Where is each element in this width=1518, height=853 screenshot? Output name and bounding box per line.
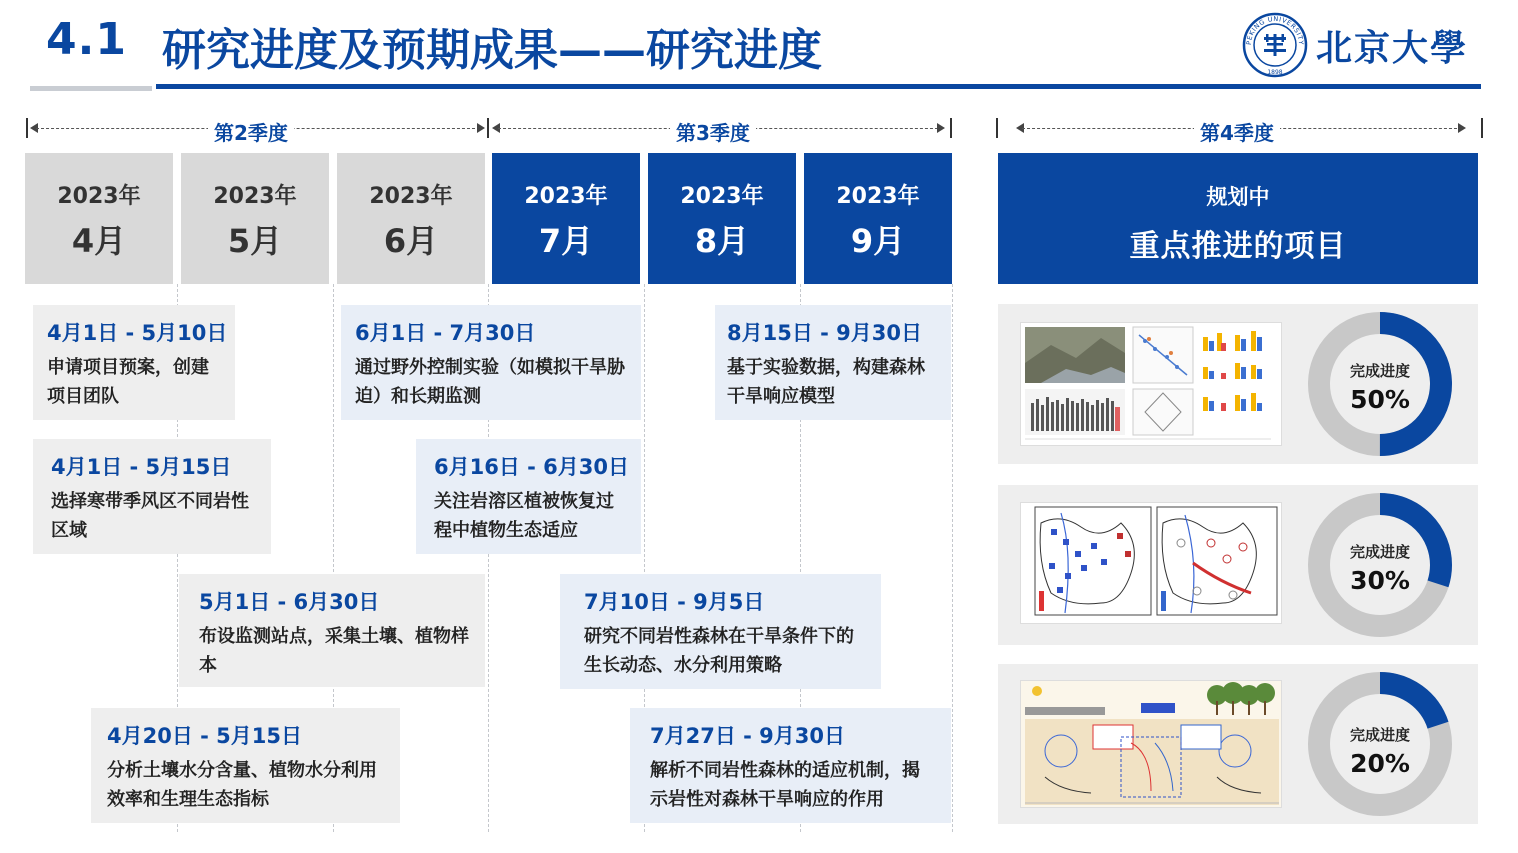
logo-text: 北京大學 (1316, 26, 1469, 69)
header-rule-blue (156, 84, 1481, 89)
quarter-4-label: 第4季度 (1194, 117, 1280, 146)
month-year: 2023年 (836, 184, 920, 209)
task-description: 布设监测站点，采集土壤、植物样本 (199, 626, 469, 676)
task-description: 分析土壤水分含量、植物水分利用效率和生理生态指标 (107, 760, 377, 810)
task-card (91, 708, 400, 823)
progress-label-1 (1308, 360, 1452, 414)
month-july (492, 153, 640, 284)
section-number: 4.1 (46, 14, 127, 65)
progress-panel-1 (998, 304, 1478, 464)
task-description: 关注岩溶区植被恢复过程中植物生态适应 (434, 491, 614, 541)
research-map-figure (1020, 502, 1282, 624)
task-card (341, 305, 641, 420)
quarter-2-label: 第2季度 (208, 117, 294, 146)
progress-percent: 50% (1350, 385, 1410, 414)
task-description: 解析不同岩性森林的适应机制，揭示岩性对森林干旱响应的作用 (650, 760, 920, 810)
column-guide (952, 284, 953, 832)
task-date: 5月1日 - 6月30日 (199, 590, 380, 614)
task-description: 申请项目预案，创建项目团队 (47, 357, 209, 407)
seal-text: PEKING UNIVERSITY (1244, 14, 1306, 46)
month-year: 2023年 (213, 184, 297, 209)
progress-panel-3 (998, 664, 1478, 824)
planned-header (998, 153, 1478, 284)
task-description: 研究不同岩性森林在干旱条件下的生长动态、水分利用策略 (584, 626, 854, 676)
task-card (630, 708, 951, 823)
research-figure (1020, 322, 1282, 446)
quarter-4-indicator (996, 117, 1484, 145)
university-seal-icon (1242, 12, 1308, 78)
task-card (33, 439, 271, 554)
planned-title: 重点推进的项目 (1129, 229, 1347, 264)
task-description: 选择寒带季风区不同岩性区域 (51, 491, 249, 541)
university-logo (1242, 12, 1468, 78)
month-name: 9月 (850, 222, 906, 260)
progress-label-3 (1308, 724, 1452, 778)
task-card (715, 305, 951, 420)
task-date: 4月20日 - 5月15日 (107, 724, 303, 748)
month-year: 2023年 (680, 184, 764, 209)
task-date: 4月1日 - 5月10日 (47, 321, 228, 345)
seal-year: 1898 (1267, 69, 1283, 76)
month-year: 2023年 (524, 184, 608, 209)
progress-label-2 (1308, 541, 1452, 595)
task-card (179, 574, 485, 687)
task-date: 6月1日 - 7月30日 (355, 321, 536, 345)
task-description: 通过野外控制实验（如模拟干旱胁迫）和长期监测 (355, 357, 625, 407)
month-may (181, 153, 329, 284)
task-date: 6月16日 - 6月30日 (434, 455, 630, 479)
progress-title: 完成进度 (1349, 726, 1410, 744)
month-september (804, 153, 952, 284)
task-card (33, 305, 235, 420)
task-date: 7月10日 - 9月5日 (584, 590, 765, 614)
progress-percent: 20% (1350, 749, 1410, 778)
month-year: 2023年 (369, 184, 453, 209)
task-date: 7月27日 - 9月30日 (650, 724, 846, 748)
planned-label: 规划中 (1206, 185, 1270, 209)
quarter-2-indicator (26, 117, 490, 145)
task-date: 8月15日 - 9月30日 (727, 321, 923, 345)
month-name: 6月 (383, 222, 439, 260)
quarter-3-indicator (488, 117, 953, 145)
task-card (416, 439, 641, 554)
task-description: 基于实验数据，构建森林干旱响应模型 (727, 357, 925, 407)
month-name: 8月 (694, 222, 750, 260)
quarter-3-label: 第3季度 (670, 117, 756, 146)
month-year: 2023年 (57, 184, 141, 209)
progress-title: 完成进度 (1349, 362, 1410, 380)
task-date: 4月1日 - 5月15日 (51, 455, 232, 479)
research-diagram-figure (1020, 680, 1282, 808)
task-card (560, 574, 881, 689)
month-june (337, 153, 485, 284)
month-name: 5月 (227, 222, 283, 260)
progress-percent: 30% (1350, 566, 1410, 595)
month-name: 7月 (538, 222, 594, 260)
month-august (648, 153, 796, 284)
month-name: 4月 (71, 222, 127, 260)
progress-panel-2 (998, 485, 1478, 645)
header-rule-gray (30, 86, 152, 91)
progress-title: 完成进度 (1349, 543, 1410, 561)
month-april (25, 153, 173, 284)
page-title: 研究进度及预期成果——研究进度 (162, 25, 822, 76)
